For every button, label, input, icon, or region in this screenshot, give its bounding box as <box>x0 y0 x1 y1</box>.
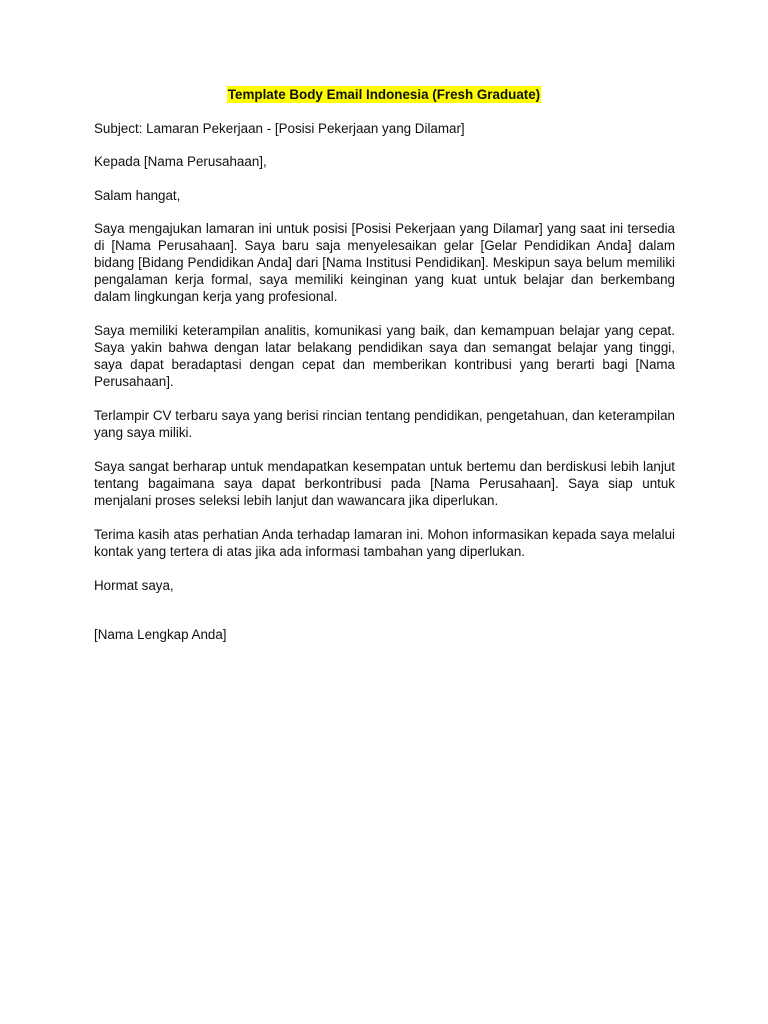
signature-name: [Nama Lengkap Anda] <box>94 627 227 642</box>
body-paragraph-intro: Saya mengajukan lamaran ini untuk posisi [Posisi Pekerjaan yang Dilamar] yang saat ini tersedia di [Nama Perusahaan]. Saya baru saja menyelesaikan gelar [Gelar Pendidikan Anda] dalam bidang [Bidang Pendidikan Anda] dari [Nama Institusi Pendidikan]. Meskipun saya belum memiliki pengalaman kerja formal, saya memiliki keinginan yang kuat untuk belajar dan berkembang dalam lingkungan kerja yang profesional. <box>94 221 675 304</box>
document-title: Template Body Email Indonesia (Fresh Graduate) <box>227 87 541 102</box>
title-container <box>0 86 768 104</box>
email-subject: Subject: Lamaran Pekerjaan - [Posisi Pekerjaan yang Dilamar] <box>94 121 465 136</box>
salutation: Salam hangat, <box>94 188 181 203</box>
greeting: Kepada [Nama Perusahaan], <box>94 154 267 169</box>
body-paragraph-thanks: Terima kasih atas perhatian Anda terhadap lamaran ini. Mohon informasikan kepada saya melalui kontak yang tertera di atas jika ada informasi tambahan yang diperlukan. <box>94 527 675 559</box>
closing: Hormat saya, <box>94 578 174 593</box>
body-paragraph-skills: Saya memiliki keterampilan analitis, komunikasi yang baik, dan kemampuan belajar yang cepat. Saya yakin bahwa dengan latar belakang pendidikan saya dan semangat belajar yang tinggi, saya dapat beradaptasi dengan cepat dan memberikan kontribusi yang berarti bagi [Nama Perusahaan]. <box>94 323 675 389</box>
body-paragraph-interview: Saya sangat berharap untuk mendapatkan kesempatan untuk bertemu dan berdiskusi lebih lanjut tentang bagaimana saya dapat berkontribusi pada [Nama Perusahaan]. Saya siap untuk menjalani proses seleksi lebih lanjut dan wawancara jika diperlukan. <box>94 459 675 508</box>
body-paragraph-attachment: Terlampir CV terbaru saya yang berisi rincian tentang pendidikan, pengetahuan, dan keterampilan yang saya miliki. <box>94 408 675 440</box>
